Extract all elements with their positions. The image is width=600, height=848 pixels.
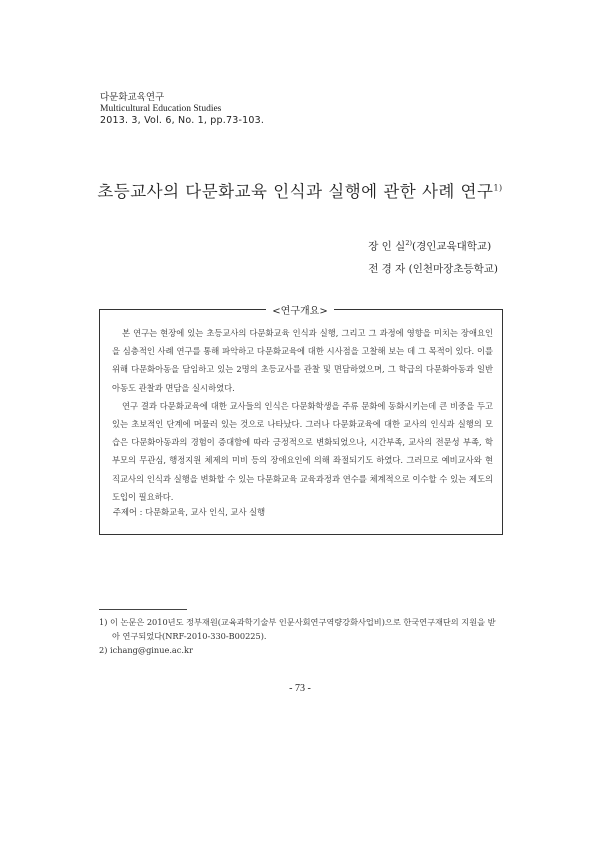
author-1 bbox=[368, 232, 498, 258]
paper-title bbox=[0, 178, 600, 202]
author-footnote-mark: 2) bbox=[405, 239, 412, 247]
title-footnote-mark: 1) bbox=[493, 183, 503, 193]
journal-issue: 2013. 3, Vol. 6, No. 1, pp.73-103. bbox=[100, 115, 265, 126]
footnote-1: 1) 이 논문은 2010년도 정부재원(교육과학기술부 인문사회연구역량강화사업비)으로 한국연구재단의 지원을 받아 연구되었다(NRF-2010-330-B00225). bbox=[99, 617, 496, 641]
paper-title-text: 초등교사의 다문화교육 인식과 실행에 관한 사례 연구 bbox=[97, 182, 494, 201]
journal-name-korean: 다문화교육연구 bbox=[100, 92, 165, 103]
abstract-label-text: <연구개요> bbox=[266, 306, 333, 317]
footnote-divider bbox=[99, 609, 187, 610]
author-2 bbox=[368, 258, 498, 280]
journal-name-english: Multicultural Education Studies bbox=[100, 103, 222, 114]
page-number: - 73 - bbox=[289, 683, 311, 694]
author-affiliation: (경인교육대학교) bbox=[411, 240, 492, 253]
footnote-2: 2) ichang@ginue.ac.kr bbox=[99, 645, 193, 655]
footnotes bbox=[99, 615, 503, 657]
journal-header bbox=[100, 92, 264, 127]
abstract-body bbox=[112, 324, 493, 506]
author-name: 장 인 실 bbox=[368, 240, 406, 253]
author-affiliation: (인천마장초등학교) bbox=[408, 262, 498, 275]
abstract-paragraph: 본 연구는 현장에 있는 초등교사의 다문화교육 인식과 실행, 그리고 그 과정에 영향을 미치는 장애요인을 심층적인 사례 연구를 통해 파악하고 다문화교육에 대한 시사점을 고찰해 보는 데 그 목적이 있다. 이를 위해 다문화아동을 담임하고 있는 2명의 초등교사를 관찰 및 면담하였으며, 그 학급의 다문화아동과 일반아동도 관찰과 면담을 실시하였다. bbox=[112, 328, 493, 393]
author-name: 전 경 자 bbox=[368, 262, 406, 275]
abstract-label bbox=[0, 302, 600, 317]
abstract-paragraph: 연구 결과 다문화교육에 대한 교사들의 인식은 다문화학생을 주류 문화에 동화시키는데 큰 비중을 두고 있는 초보적인 단계에 머물러 있는 것으로 나타났다. 그러나 다문화교육에 대한 교사의 인식과 실행의 모습은 다문화아동과의 경험이 증대함에 따라 긍정적으로 변화되었으나, 시간부족, 교사의 전문성 부족, 학부모의 무관심, 행정지원 체제의 미비 등의 장애요인에 의해 좌절되기도 하였다. 그러므로 예비교사와 현직교사의 인식과 실행을 변화할 수 있는 다문화교육 교육과정과 연수를 체계적으로 이수할 수 있는 제도의 도입이 필요하다. bbox=[112, 400, 493, 502]
author-list bbox=[368, 232, 498, 280]
keywords: 주제어 : 다문화교육, 교사 인식, 교사 실행 bbox=[113, 507, 266, 517]
